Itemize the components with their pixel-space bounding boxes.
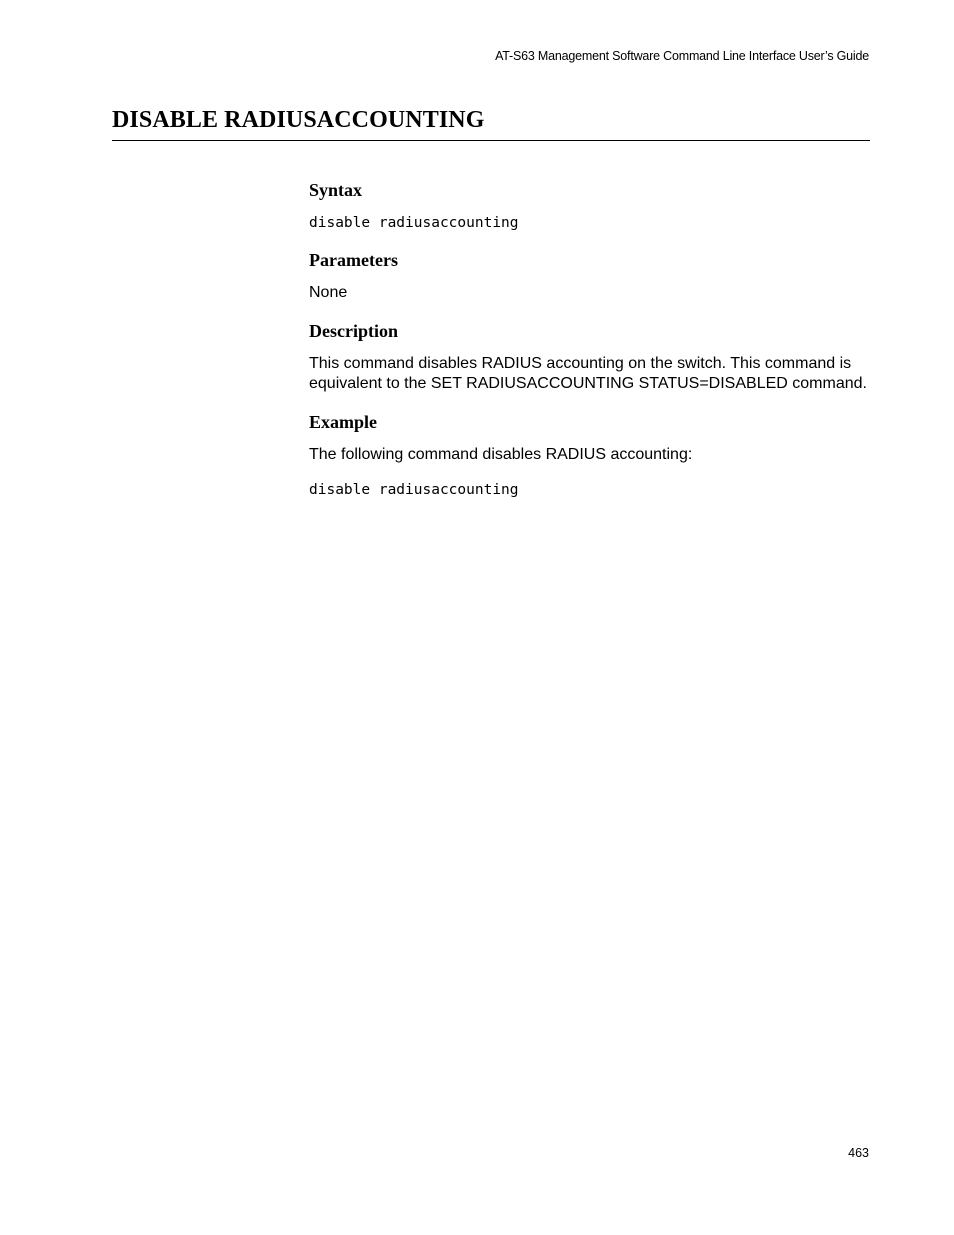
example-heading: Example [309,411,378,432]
parameters-text: None [309,284,348,301]
page-number: 463 [848,1146,869,1160]
example-code: disable radiusaccounting [309,482,519,498]
example-text: The following command disables RADIUS accounting: [309,445,693,463]
running-header: AT-S63 Management Software Command Line Interface User’s Guide [495,49,869,63]
syntax-code: disable radiusaccounting [309,215,519,231]
page-title: DISABLE RADIUSACCOUNTING [112,107,485,133]
description-text: This command disables RADIUS accounting on the switch. This command is equivalent to the SET RADIUSACCOUNTING STATUS=DISABLED command. [309,354,867,392]
content-body [309,178,879,500]
syntax-heading: Syntax [309,180,363,200]
title-rule [112,140,870,141]
parameters-heading: Parameters [309,250,398,270]
description-heading: Description [309,320,398,341]
